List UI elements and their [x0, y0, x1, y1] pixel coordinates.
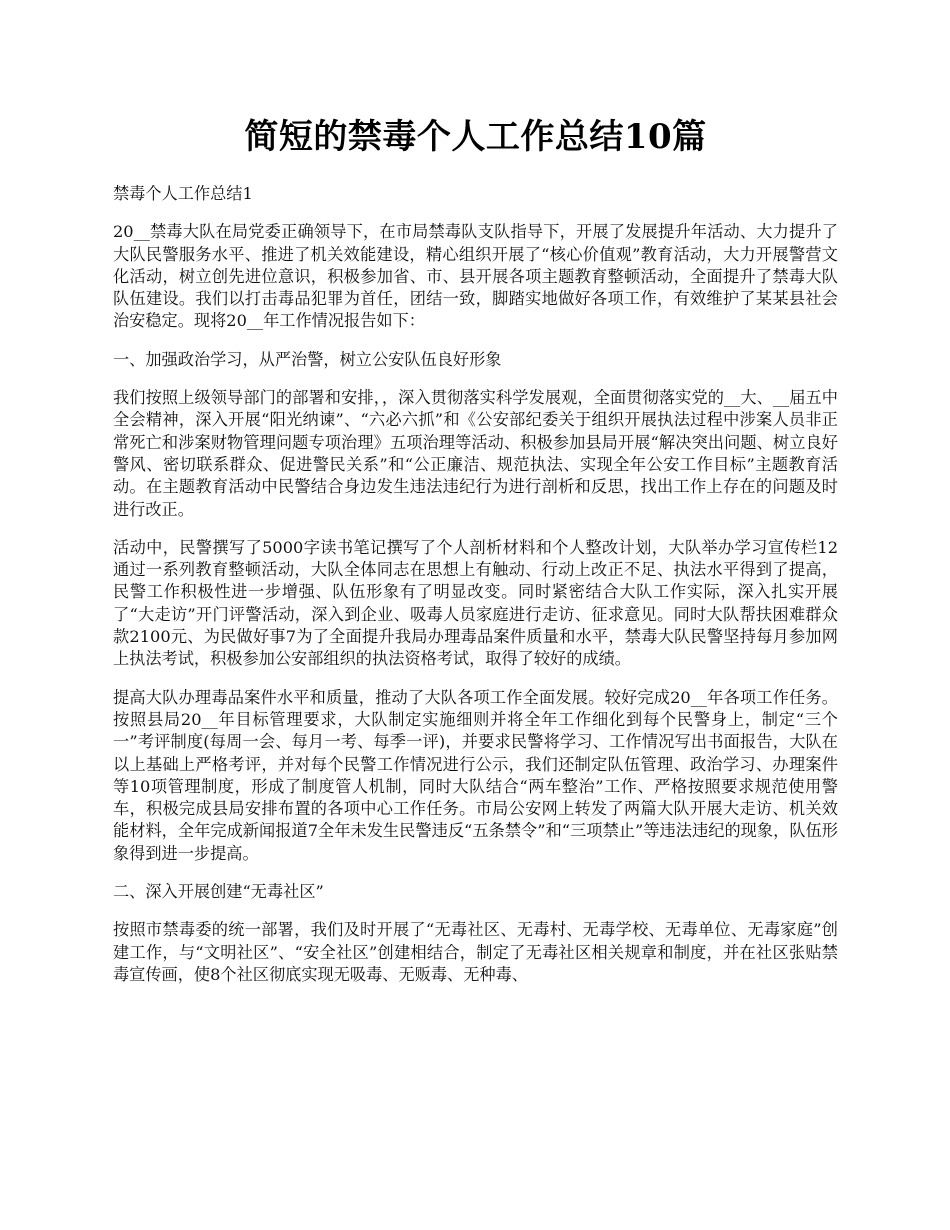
paragraph-2: 活动中，民警撰写了5000字读书笔记撰写了个人剖析材料和个人整改计划，大队举办学习宣传栏12通过一系列教育整顿活动，大队全体同志在思想上有触动、行动上改正不足、执法水平得到了提高，民警工作积极性进一步增强、队伍形象有了明显改变。同时紧密结合大队工作实际，深入扎实开展了“大走访”开门评警活动，深入到企业、吸毒人员家庭进行走访、征求意见。同时大队帮扶困难群众款2100元、为民做好事7为了全面提升我局办理毒品案件质量和水平，禁毒大队民警坚持每月参加网上执法考试，积极参加公安部组织的执法资格考试，取得了较好的成绩。 — [113, 537, 838, 669]
title-spacer — [113, 172, 838, 183]
paragraph-1: 我们按照上级领导部门的部署和安排，，深入贯彻落实科学发展观，全面贯彻落实党的__大、__届五中全会精神，深入开展“阳光纳谏”、“六必六抓”和《公安部纪委关于组织开展执法过程中涉案人员非正常死亡和涉案财物管理问题专项治理》五项治理等活动、积极参加县局开展“解决突出问题、树立良好警风、密切联系群众、促进警民关系”和“公正廉洁、规范执法、实现全年公安工作目标”主题教育活动。在主题教育活动中民警结合身边发生违法违纪行为进行剖析和反思，找出工作上存在的问题及时进行改正。 — [113, 388, 838, 519]
paragraph-intro: 20__禁毒大队在局党委正确领导下，在市局禁毒队支队指导下，开展了发展提升年活动、大力提升了大队民警服务水平、推进了机关效能建设，精心组织开展了“核心价值观”教育活动，大力开展警营文化活动，树立创先进位意识，积极参加省、市、县开展各项主题教育整顿活动，全面提升了禁毒大队队伍建设。我们以打击毒品犯罪为首任，团结一致，脚踏实地做好各项工作，有效维护了某某县社会治安稳定。现将20__年工作情况报告如下： — [113, 222, 838, 331]
paragraph-4: 按照市禁毒委的统一部署，我们及时开展了“无毒社区、无毒村、无毒学校、无毒单位、无毒家庭”创建工作，与“文明社区”、“安全社区”创建相结合，制定了无毒社区相关规章和制度，并在社区张贴禁毒宣传画，使8个社区彻底实现无吸毒、无贩毒、无种毒、 — [113, 920, 838, 984]
section-heading-2: 二、深入开展创建“无毒社区” — [113, 882, 324, 902]
section-heading-1: 一、加强政治学习，从严治警，树立公安队伍良好形象 — [113, 349, 502, 369]
paragraph-3: 提高大队办理毒品案件水平和质量，推动了大队各项工作全面发展。较好完成20__年各项工作任务。按照县局20__年目标管理要求，大队制定实施细则并将全年工作细化到每个民警身上，制定“三个一”考评制度(每周一会、每月一考、每季一评)，并要求民警将学习、工作情况写出书面报告，大队在以上基础上严格考评，并对每个民警工作情况进行公示，我们还制定队伍管理、政治学习、办理案件等10项管理制度，形成了制度管人机制，同时大队结合“两车整治”工作、严格按照要求规范使用警车，积极完成县局安排布置的各项中心工作任务。市局公安网上转发了两篇大队开展大走访、机关效能材料，全年完成新闻报道7全年未发生民警违反“五条禁令”和“三项禁止”等违法违纪的现象，队伍形象得到进一步提高。 — [113, 687, 838, 863]
section-title: 禁毒个人工作总结1 — [113, 184, 253, 203]
document-title: 简短的禁毒个人工作总结10篇 — [244, 117, 707, 157]
